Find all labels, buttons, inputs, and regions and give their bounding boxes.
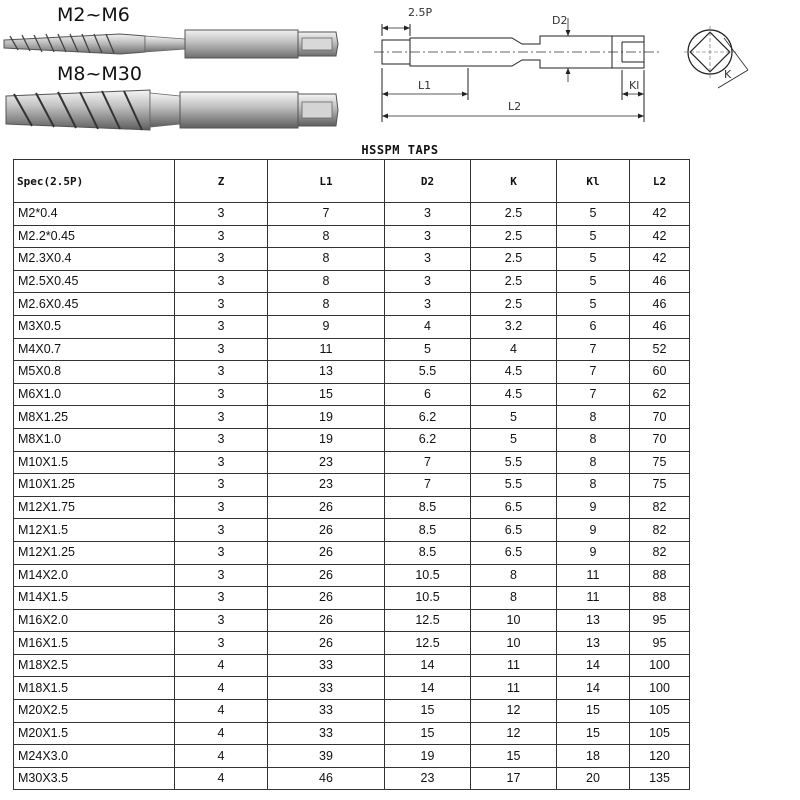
table-cell: 19 (385, 745, 471, 768)
table-cell: 3 (175, 315, 268, 338)
table-cell: 17 (471, 767, 557, 790)
table-cell: 3 (175, 248, 268, 271)
table-cell: M20X1.5 (14, 722, 175, 745)
table-cell: 2.5 (471, 270, 557, 293)
table-cell: 8 (471, 587, 557, 610)
table-cell: 11 (471, 654, 557, 677)
product-illustration-area (0, 0, 800, 140)
pitch-dimension-label: 2.5P (408, 6, 433, 19)
table-cell: 6.5 (471, 519, 557, 542)
column-header: L1 (268, 160, 385, 203)
table-cell: 5.5 (385, 361, 471, 384)
table-cell: 46 (630, 315, 690, 338)
table-row (14, 767, 690, 790)
table-cell: 2.5 (471, 293, 557, 316)
table-row (14, 315, 690, 338)
table-cell: 5 (557, 293, 630, 316)
table-cell: 11 (557, 564, 630, 587)
table-cell: 6 (385, 383, 471, 406)
column-header: Spec(2.5P) (14, 160, 175, 203)
table-row (14, 474, 690, 497)
table-cell: 4.5 (471, 361, 557, 384)
table-cell: 26 (268, 519, 385, 542)
table-header-row (14, 160, 690, 203)
table-cell: 26 (268, 609, 385, 632)
table-cell: 12 (471, 722, 557, 745)
table-cell: 6.5 (471, 541, 557, 564)
column-header: L2 (630, 160, 690, 203)
table-cell: 15 (471, 745, 557, 768)
table-cell: 2.5 (471, 203, 557, 226)
table-cell: 3 (175, 632, 268, 655)
table-row (14, 270, 690, 293)
table-cell: 4 (175, 677, 268, 700)
table-cell: 3 (175, 270, 268, 293)
table-cell: 60 (630, 361, 690, 384)
table-cell: 8 (557, 428, 630, 451)
table-cell: 11 (268, 338, 385, 361)
table-cell: 33 (268, 722, 385, 745)
table-cell: 3 (175, 451, 268, 474)
table-cell: 8 (557, 474, 630, 497)
table-cell: 75 (630, 451, 690, 474)
table-cell: 2.5 (471, 225, 557, 248)
table-cell: 7 (557, 383, 630, 406)
table-cell: 42 (630, 248, 690, 271)
table-cell: 7 (268, 203, 385, 226)
table-cell: 18 (557, 745, 630, 768)
table-cell: 3 (385, 293, 471, 316)
table-cell: 5 (557, 270, 630, 293)
table-cell: 3 (175, 519, 268, 542)
table-cell: 3.2 (471, 315, 557, 338)
table-cell: 9 (268, 315, 385, 338)
table-cell: 46 (630, 293, 690, 316)
table-cell: 19 (268, 428, 385, 451)
table-cell: M2.3X0.4 (14, 248, 175, 271)
table-cell: 3 (175, 428, 268, 451)
square-cross-section (680, 22, 760, 102)
table-cell: M8X1.0 (14, 428, 175, 451)
tap-dimension-drawing (372, 4, 672, 134)
table-cell: 15 (557, 722, 630, 745)
table-cell: 6.2 (385, 428, 471, 451)
spec-table (13, 159, 690, 790)
table-cell: M18X1.5 (14, 677, 175, 700)
table-row (14, 248, 690, 271)
table-cell: M2*0.4 (14, 203, 175, 226)
table-cell: 20 (557, 767, 630, 790)
table-cell: 5 (557, 248, 630, 271)
table-cell: 7 (557, 361, 630, 384)
table-cell: M4X0.7 (14, 338, 175, 361)
table-cell: 42 (630, 225, 690, 248)
table-cell: M24X3.0 (14, 745, 175, 768)
table-cell: 100 (630, 677, 690, 700)
table-cell: 5 (385, 338, 471, 361)
table-cell: 10.5 (385, 564, 471, 587)
table-cell: M14X1.5 (14, 587, 175, 610)
table-cell: M14X2.0 (14, 564, 175, 587)
table-cell: 6 (557, 315, 630, 338)
column-header: Kl (557, 160, 630, 203)
table-cell: 6.2 (385, 406, 471, 429)
table-cell: M10X1.5 (14, 451, 175, 474)
table-cell: 100 (630, 654, 690, 677)
table-cell: 4 (175, 722, 268, 745)
table-cell: M10X1.25 (14, 474, 175, 497)
table-cell: 3 (385, 270, 471, 293)
table-row (14, 451, 690, 474)
table-cell: M2.5X0.45 (14, 270, 175, 293)
table-cell: 88 (630, 587, 690, 610)
table-row (14, 722, 690, 745)
table-cell: 8 (557, 451, 630, 474)
table-cell: 105 (630, 700, 690, 723)
table-body (14, 203, 690, 790)
table-cell: 3 (175, 564, 268, 587)
table-row (14, 406, 690, 429)
table-cell: 13 (557, 609, 630, 632)
table-row (14, 541, 690, 564)
table-cell: 8 (268, 270, 385, 293)
table-cell: 10 (471, 609, 557, 632)
table-cell: 11 (471, 677, 557, 700)
table-cell: 88 (630, 564, 690, 587)
table-cell: 8 (471, 564, 557, 587)
table-cell: 8.5 (385, 496, 471, 519)
table-cell: 3 (175, 496, 268, 519)
table-cell: 13 (557, 632, 630, 655)
k-dimension-label: K (724, 68, 732, 81)
table-cell: 9 (557, 519, 630, 542)
table-cell: 70 (630, 428, 690, 451)
table-cell: 135 (630, 767, 690, 790)
table-cell: 6.5 (471, 496, 557, 519)
table-row (14, 496, 690, 519)
d2-dimension-label: D2 (552, 14, 568, 27)
table-cell: 26 (268, 587, 385, 610)
table-cell: 8 (268, 248, 385, 271)
table-cell: 3 (175, 406, 268, 429)
table-cell: 52 (630, 338, 690, 361)
table-cell: 14 (557, 654, 630, 677)
table-cell: 5 (471, 406, 557, 429)
table-cell: 7 (557, 338, 630, 361)
l2-dimension-label: L2 (508, 100, 522, 113)
table-cell: 4 (175, 700, 268, 723)
table-cell: 3 (175, 293, 268, 316)
table-cell: 14 (557, 677, 630, 700)
table-cell: 23 (268, 474, 385, 497)
table-cell: 8 (268, 293, 385, 316)
table-cell: 3 (175, 225, 268, 248)
table-cell: 62 (630, 383, 690, 406)
table-title: HSSPM TAPS (361, 143, 439, 157)
table-cell: M6X1.0 (14, 383, 175, 406)
kl-dimension-label: Kl (629, 79, 640, 92)
table-cell: 105 (630, 722, 690, 745)
table-cell: 46 (268, 767, 385, 790)
table-cell: 46 (630, 270, 690, 293)
l1-dimension-label: L1 (418, 79, 432, 92)
table-cell: 9 (557, 496, 630, 519)
table-cell: 7 (385, 474, 471, 497)
table-cell: 5 (557, 203, 630, 226)
table-row (14, 383, 690, 406)
tap-small-image (0, 22, 345, 66)
table-cell: 39 (268, 745, 385, 768)
table-cell: 14 (385, 677, 471, 700)
table-row (14, 609, 690, 632)
table-cell: M16X1.5 (14, 632, 175, 655)
table-row (14, 225, 690, 248)
table-cell: 4.5 (471, 383, 557, 406)
table-cell: 70 (630, 406, 690, 429)
table-row (14, 338, 690, 361)
table-row (14, 564, 690, 587)
table-cell: 26 (268, 564, 385, 587)
table-cell: M12X1.25 (14, 541, 175, 564)
table-cell: 75 (630, 474, 690, 497)
table-row (14, 587, 690, 610)
table-cell: 4 (175, 654, 268, 677)
table-cell: M3X0.5 (14, 315, 175, 338)
table-cell: 12.5 (385, 632, 471, 655)
table-row (14, 519, 690, 542)
table-cell: 10.5 (385, 587, 471, 610)
table-cell: M2.6X0.45 (14, 293, 175, 316)
table-row (14, 293, 690, 316)
table-cell: 8.5 (385, 519, 471, 542)
table-cell: 5.5 (471, 474, 557, 497)
table-cell: 13 (268, 361, 385, 384)
table-cell: 5 (471, 428, 557, 451)
table-cell: M12X1.75 (14, 496, 175, 519)
table-cell: 3 (175, 338, 268, 361)
table-cell: 3 (175, 383, 268, 406)
table-cell: 8 (268, 225, 385, 248)
table-cell: 15 (557, 700, 630, 723)
table-cell: 15 (268, 383, 385, 406)
table-cell: 15 (385, 700, 471, 723)
table-cell: 33 (268, 654, 385, 677)
table-cell: 3 (175, 361, 268, 384)
table-cell: 23 (385, 767, 471, 790)
table-cell: 42 (630, 203, 690, 226)
table-cell: 82 (630, 519, 690, 542)
table-cell: 26 (268, 541, 385, 564)
table-cell: 3 (385, 225, 471, 248)
table-row (14, 203, 690, 226)
table-row (14, 700, 690, 723)
table-cell: 33 (268, 700, 385, 723)
table-cell: M2.2*0.45 (14, 225, 175, 248)
table-cell: 4 (175, 745, 268, 768)
table-row (14, 745, 690, 768)
table-cell: 10 (471, 632, 557, 655)
table-cell: 3 (385, 248, 471, 271)
table-cell: M16X2.0 (14, 609, 175, 632)
table-cell: 3 (175, 587, 268, 610)
table-cell: 5 (557, 225, 630, 248)
table-cell: M12X1.5 (14, 519, 175, 542)
table-cell: 11 (557, 587, 630, 610)
column-header: Z (175, 160, 268, 203)
table-row (14, 632, 690, 655)
table-cell: 8.5 (385, 541, 471, 564)
table-cell: 26 (268, 496, 385, 519)
table-cell: 7 (385, 451, 471, 474)
table-cell: 4 (471, 338, 557, 361)
table-row (14, 677, 690, 700)
table-cell: M30X3.5 (14, 767, 175, 790)
table-cell: M18X2.5 (14, 654, 175, 677)
table-cell: 23 (268, 451, 385, 474)
table-row (14, 361, 690, 384)
table-cell: 12.5 (385, 609, 471, 632)
tap-small-label: M2~M6 (57, 4, 130, 26)
table-cell: 4 (175, 767, 268, 790)
table-cell: 4 (385, 315, 471, 338)
table-cell: 14 (385, 654, 471, 677)
table-cell: 5.5 (471, 451, 557, 474)
table-cell: 3 (175, 203, 268, 226)
table-cell: M8X1.25 (14, 406, 175, 429)
tap-large-label: M8~M30 (57, 63, 142, 85)
table-cell: 8 (557, 406, 630, 429)
table-row (14, 654, 690, 677)
table-cell: 95 (630, 632, 690, 655)
table-cell: 120 (630, 745, 690, 768)
table-cell: 3 (385, 203, 471, 226)
table-cell: 3 (175, 609, 268, 632)
table-cell: 9 (557, 541, 630, 564)
table-cell: 3 (175, 541, 268, 564)
tap-large-image (0, 84, 345, 138)
table-cell: 2.5 (471, 248, 557, 271)
table-cell: 12 (471, 700, 557, 723)
table-cell: 95 (630, 609, 690, 632)
table-cell: 26 (268, 632, 385, 655)
table-cell: 82 (630, 541, 690, 564)
column-header: D2 (385, 160, 471, 203)
table-cell: 33 (268, 677, 385, 700)
table-cell: M5X0.8 (14, 361, 175, 384)
table-cell: 19 (268, 406, 385, 429)
column-header: K (471, 160, 557, 203)
table-cell: M20X2.5 (14, 700, 175, 723)
table-row (14, 428, 690, 451)
table-cell: 3 (175, 474, 268, 497)
table-cell: 15 (385, 722, 471, 745)
table-cell: 82 (630, 496, 690, 519)
